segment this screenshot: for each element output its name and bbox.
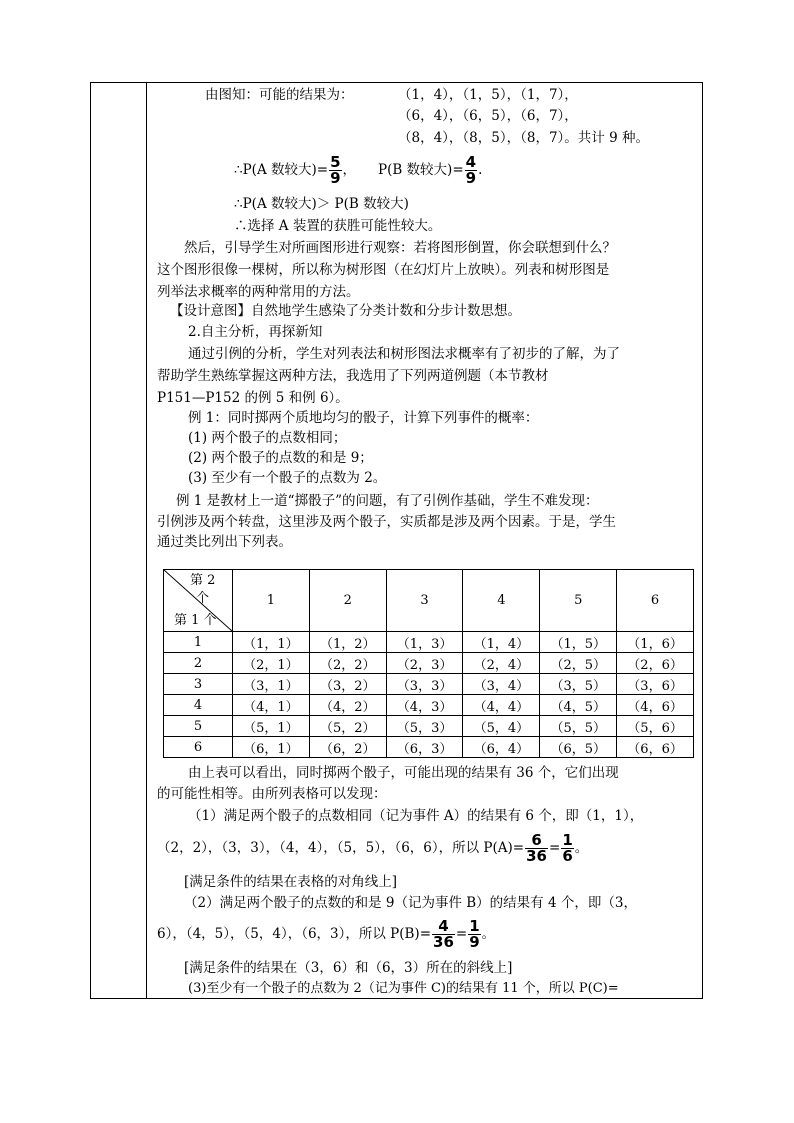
para4-line2: 的可能性相等。由所列表格可以发现： <box>157 786 387 802</box>
corner-top-label-1: 第 2 <box>190 573 216 588</box>
table-cell: （1，4） <box>463 632 540 653</box>
note-b: [满足条件的结果在（3，6）和（6，3）所在的斜线上] <box>184 960 513 976</box>
para3-line1: 例 1 是教材上一道“掷骰子”的问题，有了引例作基础，学生不难发现： <box>176 493 599 509</box>
table-cell: （4，5） <box>540 695 617 716</box>
table-cell: （4，1） <box>233 695 310 716</box>
corner-top-label-2: 个 <box>196 591 210 606</box>
table-cell: （2，6） <box>617 653 694 674</box>
result-a-line1: （1）满足两个骰子的点数相同（记为事件 A）的结果有 6 个，即（1，1）， <box>188 808 644 824</box>
table-cell: （6，3） <box>386 737 463 758</box>
result-a-line2 <box>157 828 588 868</box>
row-header: 3 <box>164 674 233 695</box>
result-a-fraction-2: $\frac{1}{6}$ <box>562 831 573 865</box>
para2-line3: P151—P152 的例 5 和例 6）。 <box>157 390 349 406</box>
row-header: 2 <box>164 653 233 674</box>
compare-line: ∴P(A 数较大)＞ P(B 数较大) <box>234 196 409 212</box>
table-cell: （5，1） <box>233 716 310 737</box>
table-row <box>164 716 694 737</box>
table-cell: （6，2） <box>309 737 386 758</box>
table-cell: （3，3） <box>386 674 463 695</box>
intro-row3: （8，4），（8，5），（8，7）。共计 9 种。 <box>398 130 649 146</box>
choose-line: ∴选择 A 装置的获胜可能性较大。 <box>234 218 442 234</box>
row-header: 5 <box>164 716 233 737</box>
table-cell: （2，4） <box>463 653 540 674</box>
para4-line1: 由上表可以看出，同时掷两个骰子，可能出现的结果有 36 个，它们出现 <box>188 765 619 781</box>
table-corner-cell <box>164 570 233 632</box>
example1-item3: (3) 至少有一个骰子的点数为 2。 <box>188 470 387 486</box>
result-b-text: 6），（4，5），（5，4），（6，3），所以 P(B)= <box>157 926 432 942</box>
table-header-row <box>164 570 694 632</box>
col-header: 3 <box>386 570 463 632</box>
row-header: 6 <box>164 737 233 758</box>
prob-b-label: P(B 数较大)= <box>378 162 464 178</box>
corner-bottom-label: 第 1 个 <box>174 613 217 628</box>
table-cell: （1，6） <box>617 632 694 653</box>
table-cell: （5，4） <box>463 716 540 737</box>
para2-line2: 帮助学生熟练掌握这两种方法，我选用了下列两道例题（本节教材 <box>157 368 549 384</box>
table-cell: （6，5） <box>540 737 617 758</box>
result-b-fraction-1: $\frac{4}{36}$ <box>433 917 454 951</box>
result-b-fraction-2: $\frac{1}{9}$ <box>469 917 480 951</box>
para3-line2: 引例涉及两个转盘，这里涉及两个骰子，实质都是涉及两个因素。于是，学生 <box>157 514 616 530</box>
example1-title: 例 1：同时掷两个质地均匀的骰子，计算下列事件的概率： <box>188 410 539 426</box>
table-row <box>164 632 694 653</box>
table-cell: （6，4） <box>463 737 540 758</box>
prob-line <box>234 150 482 190</box>
table-row <box>164 653 694 674</box>
col-header: 1 <box>233 570 310 632</box>
example1-item1: (1) 两个骰子的点数相同； <box>188 430 347 446</box>
table-cell: （4，4） <box>463 695 540 716</box>
column-divider <box>146 82 147 999</box>
prob-a-label: ∴P(A 数较大)= <box>234 162 329 178</box>
dice-outcome-table <box>163 569 694 758</box>
table-cell: （2，2） <box>309 653 386 674</box>
table-cell: （3，2） <box>309 674 386 695</box>
table-cell: （5，3） <box>386 716 463 737</box>
para2-line1: 通过引例的分析，学生对列表法和树形图法求概率有了初步的了解，为了 <box>188 346 620 362</box>
intro-prefix: 由图知：可能的结果为： <box>205 87 354 103</box>
intro-row2: （6，4），（6，5），（6，7）， <box>398 108 578 124</box>
prob-b-fraction: $\frac{4}{9}$ <box>465 153 477 187</box>
result-a-equals: = <box>549 840 561 856</box>
table-cell: （2，1） <box>233 653 310 674</box>
note-a: [满足条件的结果在表格的对角线上] <box>184 874 398 890</box>
prob-b-end: . <box>478 162 483 178</box>
result-b-equals: = <box>455 926 468 942</box>
intro-row1: （1，4），（1，5），（1，7）， <box>398 87 578 103</box>
example1-item2: (2) 两个骰子的点数的和是 9； <box>188 450 373 466</box>
table-cell: （6，6） <box>617 737 694 758</box>
para1-line3: 列举法求概率的两种常用的方法。 <box>157 284 360 300</box>
prob-a-sep: ， <box>342 162 356 178</box>
para1-line1: 然后，引导学生对所画图形进行观察：若将图形倒置，你会联想到什么？ <box>184 240 616 256</box>
table-cell: （5，5） <box>540 716 617 737</box>
row-header: 4 <box>164 695 233 716</box>
design-intent: 【设计意图】自然地学生感染了分类计数和分步计数思想。 <box>170 303 521 319</box>
para3-line3: 通过类比列出下列表。 <box>157 534 292 550</box>
result-b-line2 <box>157 914 495 954</box>
table-row <box>164 737 694 758</box>
table-cell: （2，5） <box>540 653 617 674</box>
result-a-fraction-1: $\frac{6}{36}$ <box>526 831 547 865</box>
col-header: 5 <box>540 570 617 632</box>
table-row <box>164 674 694 695</box>
table-row <box>164 695 694 716</box>
col-header: 4 <box>463 570 540 632</box>
table-cell: （4，2） <box>309 695 386 716</box>
table-cell: （6，1） <box>233 737 310 758</box>
table-cell: （1，1） <box>233 632 310 653</box>
col-header: 6 <box>617 570 694 632</box>
result-a-text: （2，2），（3，3），（4，4），（5，5），（6，6），所以 P(A)= <box>157 840 525 856</box>
col-header: 2 <box>309 570 386 632</box>
para1-line2: 这个图形很像一棵树，所以称为树形图（在幻灯片上放映）。列表和树形图是 <box>157 262 610 278</box>
table-cell: （3，6） <box>617 674 694 695</box>
result-c-line1: (3)至少有一个骰子的点数为 2（记为事件 C)的结果有 11 个，所以 P(C)= <box>188 981 619 996</box>
table-cell: （1，5） <box>540 632 617 653</box>
result-b-end: 。 <box>481 926 496 942</box>
table-cell: （1，2） <box>309 632 386 653</box>
table-cell: （5，6） <box>617 716 694 737</box>
table-cell: （3，1） <box>233 674 310 695</box>
result-b-line1: （2）满足两个骰子的点数的和是 9（记为事件 B）的结果有 4 个，即（3， <box>184 895 637 911</box>
section-heading: 2.自主分析，再探新知 <box>188 324 323 340</box>
table-cell: （2，3） <box>386 653 463 674</box>
table-cell: （3，4） <box>463 674 540 695</box>
result-a-end: 。 <box>574 840 589 856</box>
table-cell: （3，5） <box>540 674 617 695</box>
table-cell: （4，6） <box>617 695 694 716</box>
row-header: 1 <box>164 632 233 653</box>
table-cell: （1，3） <box>386 632 463 653</box>
prob-a-fraction: $\frac{5}{9}$ <box>330 153 341 187</box>
table-cell: （5，2） <box>309 716 386 737</box>
table-cell: （4，3） <box>386 695 463 716</box>
